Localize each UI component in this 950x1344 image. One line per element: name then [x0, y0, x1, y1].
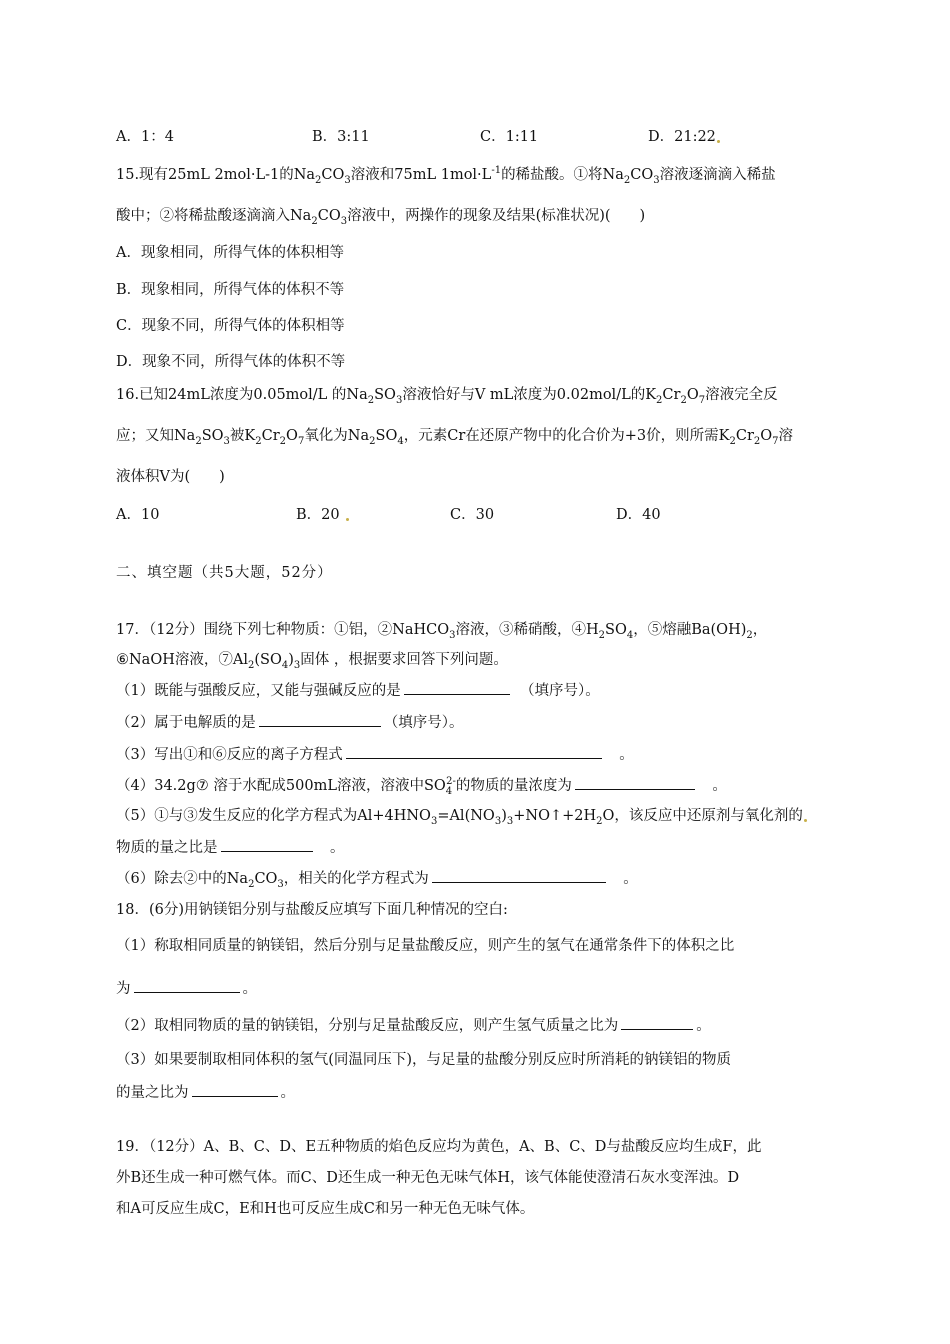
q17-part-4: （4）34.2g⑦ 溶于水配成500mL溶液，溶液中$SO_4^{2-}$的物质的量浓度为 。 — [116, 776, 727, 797]
q18-part-2: （2）取相同物质的量的钠镁铝，分别与足量盐酸反应，则产生氢气质量之比为 。 — [116, 1015, 711, 1036]
q17-part-1: （1）既能与强酸反应，又能与强碱反应的是 （填序号）。 — [116, 680, 600, 701]
answer-blank[interactable] — [192, 1082, 278, 1097]
q14-option-a: A．1：4 — [116, 129, 174, 145]
q17-part-6: （6）除去②中的$Na_2CO_3$，相关的化学方程式为 。 — [116, 868, 638, 889]
q17-part-2: （2）属于电解质的是 （填序号）。 — [116, 712, 463, 733]
q17-line-2: ⑥NaOH溶液，$⑦Al_2(SO_4)_3$固体 ，根据要求回答下列问题。 — [116, 652, 508, 671]
q15-line-2: 酸中；②将稀盐酸逐滴滴入$Na_2CO_3$溶液中，两操作的现象及结果(标准状况)( ) — [116, 208, 646, 227]
q18-part-1-line-2: 为 。 — [116, 978, 257, 999]
answer-blank[interactable] — [259, 712, 381, 727]
q16-line-2: 应；又知$Na_2SO_3$被$K_2Cr_2O_7$氧化为$Na_2SO_4$，元素Cr在还原产物中的化合价为+3价，则所需$K_2Cr_2O_7$溶 — [116, 428, 794, 447]
q19-line-1: 19．（12分）A、B、C、D、E五种物质的焰色反应均为黄色，A、B、C、D与盐酸反应均生成F，此 — [116, 1139, 762, 1155]
answer-blank[interactable] — [346, 744, 602, 759]
q15-option-c: C．现象不同，所得气体的体积相等 — [116, 318, 345, 334]
q17-part-5-line-1: （5）①与③发生反应的化学方程式为$Al+4HNO_3=Al(NO_3)_3+NO↑+2H_2O$，该反应中还原剂与氧化剂的 — [116, 806, 807, 826]
q14-option-c: C．1:11 — [480, 129, 539, 145]
q18-part-1-line-1: （1）称取相同质量的钠镁铝，然后分别与足量盐酸反应，则产生的氢气在通常条件下的体积之比 — [116, 938, 735, 954]
q16-line-1: 16.已知24mL浓度为0.05mol/L 的$Na_2SO_3$溶液恰好与V mL浓度为0.02mol/L的$K_2Cr_2O_7$溶液完全反 — [116, 387, 778, 406]
answer-blank[interactable] — [404, 680, 510, 695]
answer-blank[interactable] — [134, 978, 240, 993]
q16-option-c: C．30 — [450, 507, 495, 523]
q18-part-3-line-2: 的量之比为 。 — [116, 1082, 295, 1103]
q15-option-a: A．现象相同，所得气体的体积相等 — [116, 245, 344, 261]
q15-option-d: D．现象不同，所得气体的体积不等 — [116, 354, 346, 370]
mark-dot — [346, 518, 349, 521]
answer-blank[interactable] — [432, 868, 606, 883]
answer-blank[interactable] — [621, 1015, 693, 1030]
q18-part-3-line-1: （3）如果要制取相同体积的氢气(同温同压下)，与足量的盐酸分别反应时所消耗的钠镁铝的物质 — [116, 1052, 732, 1068]
answer-blank[interactable] — [575, 775, 695, 790]
q14-option-d: D．21:22 — [648, 127, 720, 147]
q19-line-2: 外B还生成一种可燃气体。而C、D还生成一种无色无味气体H，该气体能使澄清石灰水变浑浊。D — [116, 1170, 740, 1186]
q15-line-1: 15.现有25mL 2mol·L-1的$Na_2CO_3$溶液和75mL $1mol\cdot L^{-1}$的稀盐酸。①将$Na_2CO_3$溶液逐滴滴入稀盐 — [116, 165, 776, 186]
answer-blank[interactable] — [221, 837, 313, 852]
q17-part-5-line-2: 物质的量之比是 。 — [116, 837, 345, 858]
mark-dot — [804, 819, 807, 822]
q19-line-3: 和A可反应生成C，E和H也可反应生成C和另一种无色无味气体。 — [116, 1201, 535, 1217]
section-heading: 二、填空题（共5大题，52分） — [116, 565, 333, 581]
q16-line-3: 液体积V为( ) — [116, 469, 225, 485]
q16-option-a: A．10 — [116, 507, 160, 523]
q18-line-1: 18．(6分)用钠镁铝分别与盐酸反应填写下面几种情况的空白: — [116, 902, 508, 918]
q17-line-1: 17．（12分）围绕下列七种物质：①铝，②NaHCO$_3$溶液，③稀硝酸，$④H_2SO_4$，⑤熔融$Ba(OH)_2$， — [116, 622, 768, 641]
q14-option-b: B．3:11 — [312, 129, 370, 145]
q15-option-b: B．现象相同，所得气体的体积不等 — [116, 282, 345, 298]
q16-option-d: D．40 — [616, 507, 661, 523]
mark-dot — [717, 140, 720, 143]
q17-part-3: （3）写出①和⑥反应的离子方程式 。 — [116, 744, 634, 765]
q16-option-b: B．20 — [296, 505, 349, 525]
